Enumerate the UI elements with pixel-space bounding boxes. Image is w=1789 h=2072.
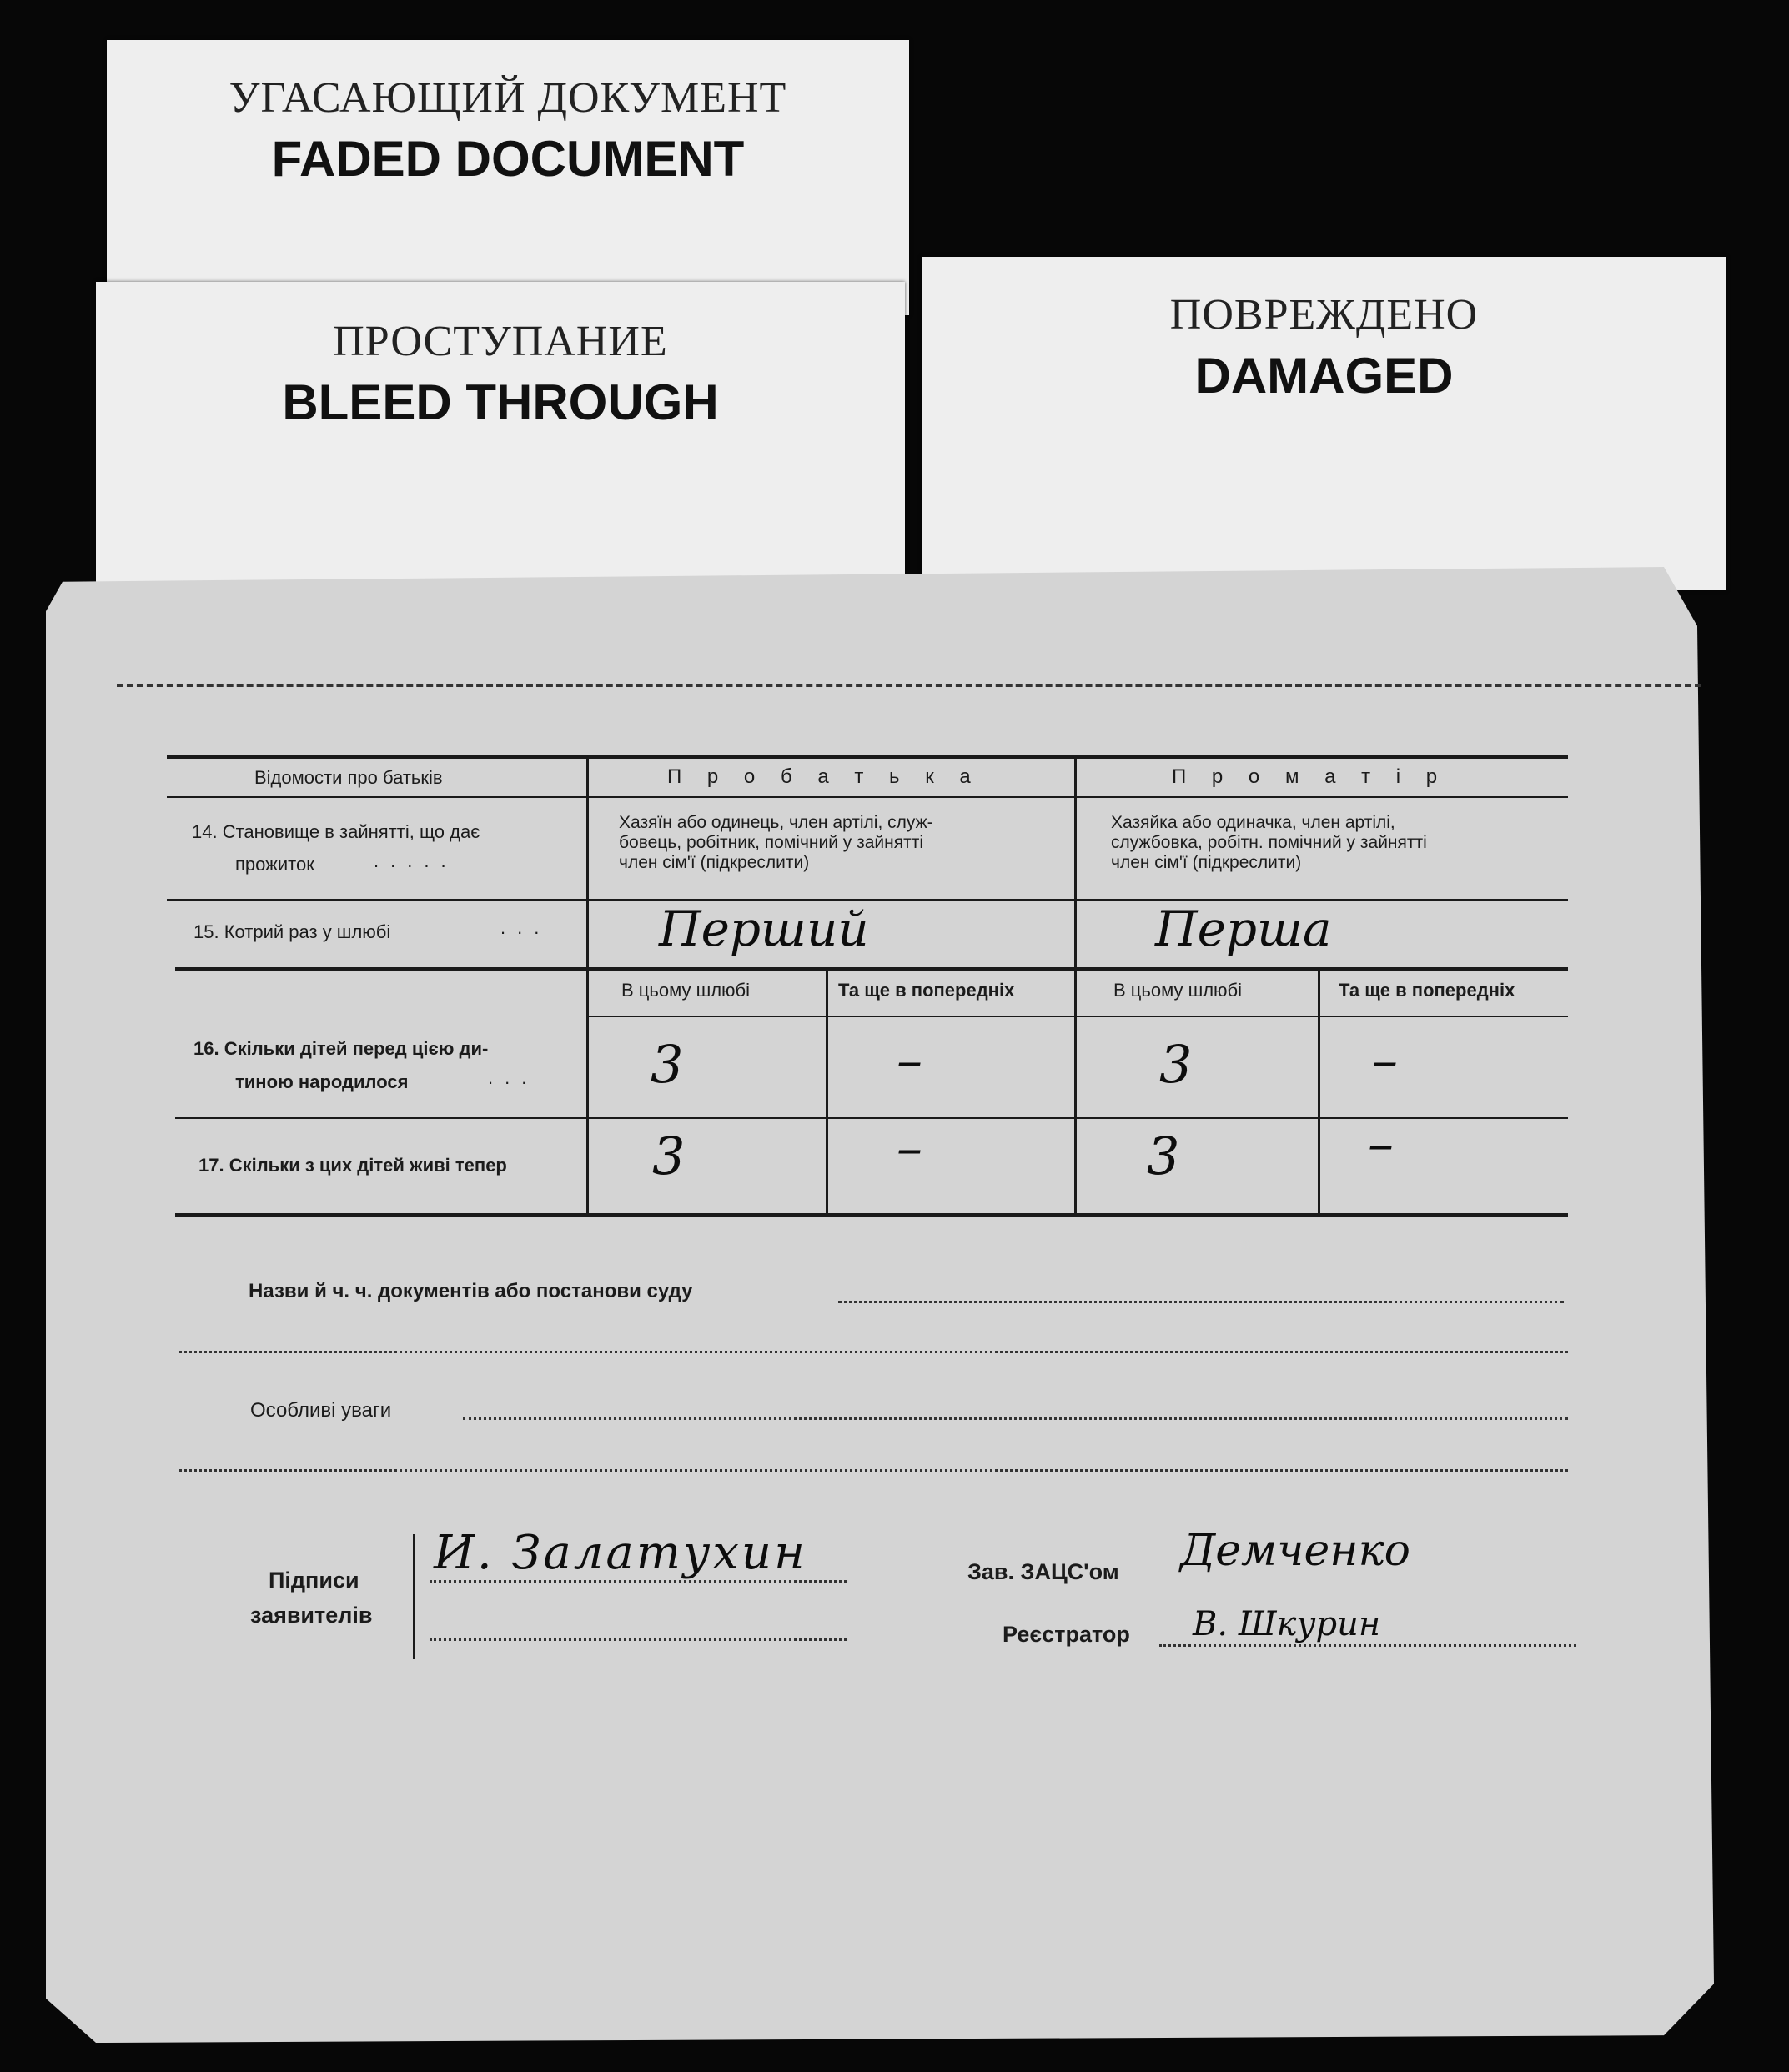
head-label: Зав. ЗАЦС'ом xyxy=(967,1559,1119,1584)
faded-label-ru: УГАСАЮЩИЙ ДОКУМЕНТ xyxy=(229,74,787,122)
row17-father-this: 3 xyxy=(652,1126,686,1187)
row14-father-line1: Хазяїн або одинець, член артілі, служ- xyxy=(619,813,933,832)
row16-dots: ... xyxy=(488,1067,539,1088)
row14-label: 14. Становище в зайнятті, що дає xyxy=(192,821,480,842)
damaged-label-en: DAMAGED xyxy=(1194,348,1454,404)
row14-label-cont: прожиток xyxy=(235,854,314,875)
father-this-marriage-header: В цьому шлюбі xyxy=(621,980,751,1001)
col-divider-parents xyxy=(1074,757,1077,1216)
row15-mother-value: Перша xyxy=(1155,901,1332,957)
row16-father-prev: – xyxy=(897,1030,922,1091)
row14-mother-line1: Хазяйка або одиначка, член артілі, xyxy=(1111,813,1395,832)
row14-mother-line3: член сім'ї (підкреслити) xyxy=(1111,853,1302,872)
head-signature: Демченко xyxy=(1180,1526,1410,1576)
row14-mother-text xyxy=(1111,813,1427,873)
registrar-sign-line xyxy=(1159,1644,1576,1647)
row15-dots: ... xyxy=(500,917,551,938)
applicants-label-cont: заявителів xyxy=(250,1603,373,1628)
applicants-label: Підписи xyxy=(269,1568,359,1593)
registrar-signature: В. Шкурин xyxy=(1193,1605,1381,1643)
documents-field-line-2 xyxy=(179,1351,1568,1353)
faded-document-card xyxy=(107,40,909,315)
row15-label: 15. Котрий раз у шлюбі xyxy=(193,921,391,942)
row14-father-line3: член сім'ї (підкреслити) xyxy=(619,853,810,872)
header-rule xyxy=(167,796,1568,798)
remarks-field-line-2 xyxy=(179,1469,1568,1472)
bleed-label-ru: ПРОСТУПАНИЕ xyxy=(333,318,668,365)
col-divider-father xyxy=(826,969,828,1215)
row17-label: 17. Скільки з цих дітей живі тепер xyxy=(198,1155,507,1176)
row16-label: 16. Скільки дітей перед цією ди- xyxy=(193,1038,489,1059)
remarks-field-line xyxy=(463,1417,1568,1420)
remarks-field-label: Особливі уваги xyxy=(250,1399,392,1422)
col-divider-info xyxy=(586,757,589,1216)
documents-field-line xyxy=(838,1301,1564,1303)
mother-this-marriage-header: В цьому шлюбі xyxy=(1113,980,1243,1001)
row15-father-value: Перший xyxy=(659,901,869,957)
header-father: П р о б а т ь к а xyxy=(667,765,981,788)
row16-father-this: 3 xyxy=(651,1034,684,1095)
row17-father-prev: – xyxy=(897,1117,922,1178)
table-top-rule xyxy=(167,755,1568,759)
applicant-sign-line-2 xyxy=(430,1638,847,1641)
applicant-signature: И. Залатухин xyxy=(434,1526,807,1580)
tear-line xyxy=(117,684,1701,687)
row14-mother-line2: службовка, робітн. помічний у зайнятті xyxy=(1111,833,1427,852)
applicants-brace xyxy=(413,1534,415,1659)
row14-father-text xyxy=(619,813,933,873)
damaged-card xyxy=(922,257,1726,590)
row17-mother-prev: – xyxy=(1368,1113,1394,1174)
applicant-sign-line xyxy=(430,1580,847,1583)
table-bottom-rule xyxy=(175,1213,1568,1217)
row16-mother-prev: – xyxy=(1372,1030,1398,1091)
mother-previous-header: Та ще в попередніх xyxy=(1339,980,1515,1001)
row15-rule xyxy=(175,967,1568,971)
row17-mother-this: 3 xyxy=(1147,1126,1180,1187)
registrar-label: Реєстратор xyxy=(1003,1622,1130,1647)
row16-label-cont: тиною народилося xyxy=(235,1071,409,1092)
bleed-through-card xyxy=(96,282,905,590)
father-previous-header: Та ще в попередніх xyxy=(838,980,1015,1001)
damaged-label-ru: ПОВРЕЖДЕНО xyxy=(1169,291,1479,339)
header-mother: П р о м а т і р xyxy=(1172,765,1448,788)
row14-father-line2: бовець, робітник, помічний у зайнятті xyxy=(619,833,924,852)
documents-field-label: Назви й ч. ч. документів або постанови суду xyxy=(249,1280,693,1302)
bleed-label-en: BLEED THROUGH xyxy=(282,374,719,430)
col-divider-mother xyxy=(1318,969,1320,1215)
subheader-rule xyxy=(588,1016,1568,1017)
header-info: Відомости про батьків xyxy=(254,767,443,788)
row16-mother-this: 3 xyxy=(1159,1034,1193,1095)
row16-rule xyxy=(175,1117,1568,1119)
faded-label-en: FADED DOCUMENT xyxy=(271,131,745,187)
row14-dots: ..... xyxy=(374,850,458,871)
